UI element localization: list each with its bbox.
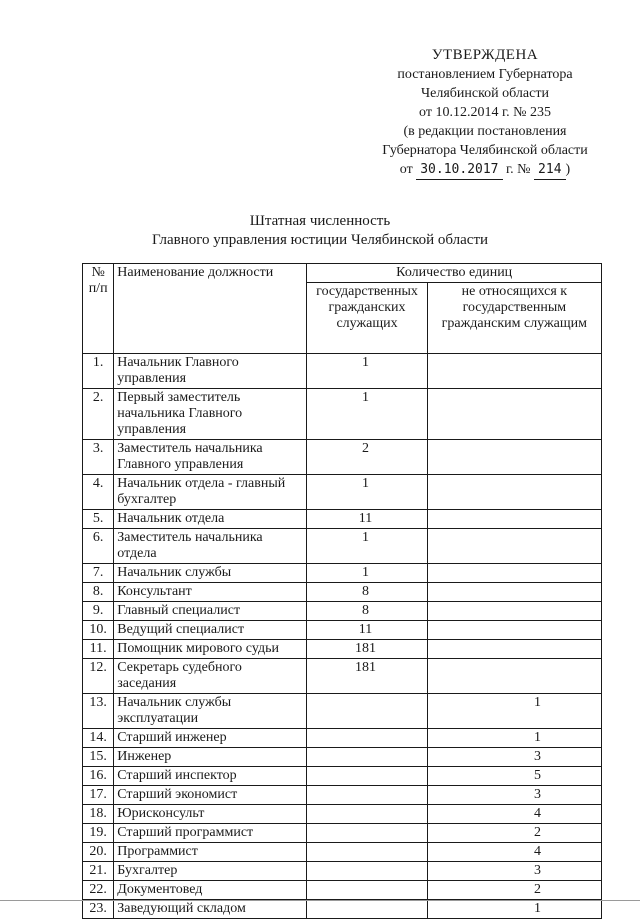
row-gov-count [307,729,427,748]
row-number: 10. [83,621,114,640]
row-non-gov-count: 1 [427,694,601,729]
table-row [83,900,602,919]
row-gov-count: 11 [307,510,427,529]
approval-amendment-line [350,160,620,180]
row-gov-count [307,881,427,900]
row-gov-count [307,900,427,919]
row-number: 14. [83,729,114,748]
row-number: 1. [83,354,114,389]
row-gov-count [307,694,427,729]
row-gov-count: 8 [307,583,427,602]
title-line-1: Штатная численность [249,213,391,229]
table-row [83,805,602,824]
row-gov-count: 1 [307,354,427,389]
table-row [83,748,602,767]
amendment-date: 30.10.2017 [416,160,502,180]
row-position-name: Консультант [114,583,307,602]
row-non-gov-count [427,621,601,640]
row-number: 8. [83,583,114,602]
table-row [83,843,602,862]
table-row [83,564,602,583]
row-number: 9. [83,602,114,621]
row-gov-count [307,805,427,824]
row-number: 4. [83,475,114,510]
approval-stamp [350,46,620,180]
row-gov-count: 1 [307,529,427,564]
approval-line: постановлением Губернатора [397,67,573,82]
row-number: 12. [83,659,114,694]
table-row [83,767,602,786]
header-number: № п/п [83,264,114,354]
table-row [83,694,602,729]
table-row [83,729,602,748]
row-number: 11. [83,640,114,659]
row-non-gov-count [427,475,601,510]
row-non-gov-count: 4 [427,843,601,862]
row-gov-count [307,786,427,805]
approval-line: от 10.12.2014 г. № 235 [419,105,551,120]
table-row [83,621,602,640]
row-position-name: Начальник службы [114,564,307,583]
row-non-gov-count: 1 [427,900,601,919]
table-row [83,824,602,843]
row-gov-count: 8 [307,602,427,621]
row-number: 18. [83,805,114,824]
amendment-number: 214 [534,160,565,180]
row-non-gov-count [427,564,601,583]
row-non-gov-count: 2 [427,881,601,900]
approval-line: Челябинской области [421,86,549,101]
row-position-name: Начальник отдела [114,510,307,529]
document-title [0,212,640,250]
row-non-gov-count [427,602,601,621]
row-non-gov-count [427,583,601,602]
row-non-gov-count [427,354,601,389]
row-position-name: Юрисконсульт [114,805,307,824]
row-number: 2. [83,389,114,440]
row-non-gov-count: 3 [427,748,601,767]
row-number: 5. [83,510,114,529]
row-position-name: Инженер [114,748,307,767]
table-row [83,659,602,694]
row-position-name: Старший программист [114,824,307,843]
row-position-name: Заведующий складом [114,900,307,919]
row-gov-count: 2 [307,440,427,475]
row-position-name: Начальник отдела - главный бухгалтер [114,475,307,510]
row-position-name: Документовед [114,881,307,900]
amendment-mid: г. № [506,162,531,177]
row-position-name: Заместитель начальника отдела [114,529,307,564]
row-number: 13. [83,694,114,729]
row-position-name: Начальник Главного управления [114,354,307,389]
row-position-name: Старший инспектор [114,767,307,786]
row-number: 16. [83,767,114,786]
row-position-name: Старший экономист [114,786,307,805]
amendment-suffix: ) [565,162,571,177]
row-number: 23. [83,900,114,919]
row-number: 20. [83,843,114,862]
row-number: 22. [83,881,114,900]
table-row [83,881,602,900]
row-number: 15. [83,748,114,767]
row-gov-count [307,767,427,786]
row-position-name: Программист [114,843,307,862]
staffing-table [82,263,602,919]
row-non-gov-count [427,529,601,564]
row-number: 17. [83,786,114,805]
header-quantity: Количество единиц [307,264,602,283]
row-non-gov-count: 1 [427,729,601,748]
row-position-name: Ведущий специалист [114,621,307,640]
page-edge-line [0,900,640,901]
row-position-name: Бухгалтер [114,862,307,881]
table-row [83,786,602,805]
row-number: 6. [83,529,114,564]
row-number: 19. [83,824,114,843]
table-row [83,475,602,510]
row-non-gov-count [427,440,601,475]
table-row [83,389,602,440]
row-non-gov-count [427,640,601,659]
row-gov-count: 1 [307,564,427,583]
row-non-gov-count: 3 [427,786,601,805]
table-row [83,862,602,881]
row-gov-count [307,824,427,843]
row-gov-count: 11 [307,621,427,640]
row-gov-count: 181 [307,640,427,659]
title-line-2: Главного управления юстиции Челябинской области [151,232,489,248]
row-number: 21. [83,862,114,881]
header-gov-servants: государственных гражданских служащих [307,283,427,354]
row-position-name: Заместитель начальника Главного управления [114,440,307,475]
table-row [83,602,602,621]
row-gov-count: 181 [307,659,427,694]
row-non-gov-count: 2 [427,824,601,843]
header-non-gov-servants: не относящихся к государственным гражданским служащим [427,283,601,354]
row-position-name: Начальник службы эксплуатации [114,694,307,729]
amendment-prefix: от [399,162,413,177]
row-gov-count [307,843,427,862]
table-row [83,510,602,529]
row-position-name: Главный специалист [114,602,307,621]
approval-line: Губернатора Челябинской области [382,143,588,158]
row-number: 7. [83,564,114,583]
table-row [83,583,602,602]
row-gov-count: 1 [307,389,427,440]
header-position-name: Наименование должности [114,264,307,354]
row-position-name: Старший инженер [114,729,307,748]
row-non-gov-count: 5 [427,767,601,786]
row-position-name: Помощник мирового судьи [114,640,307,659]
row-position-name: Секретарь судебного заседания [114,659,307,694]
row-gov-count: 1 [307,475,427,510]
row-gov-count [307,748,427,767]
row-non-gov-count: 3 [427,862,601,881]
row-gov-count [307,862,427,881]
row-non-gov-count [427,389,601,440]
row-non-gov-count [427,510,601,529]
table-row [83,354,602,389]
approval-heading: УТВЕРЖДЕНА [431,47,539,63]
table-row [83,640,602,659]
row-position-name: Первый заместитель начальника Главного управления [114,389,307,440]
row-non-gov-count: 4 [427,805,601,824]
table-row [83,440,602,475]
table-row [83,529,602,564]
approval-line: (в редакции постановления [403,124,567,139]
row-number: 3. [83,440,114,475]
table-body [83,354,602,919]
row-non-gov-count [427,659,601,694]
